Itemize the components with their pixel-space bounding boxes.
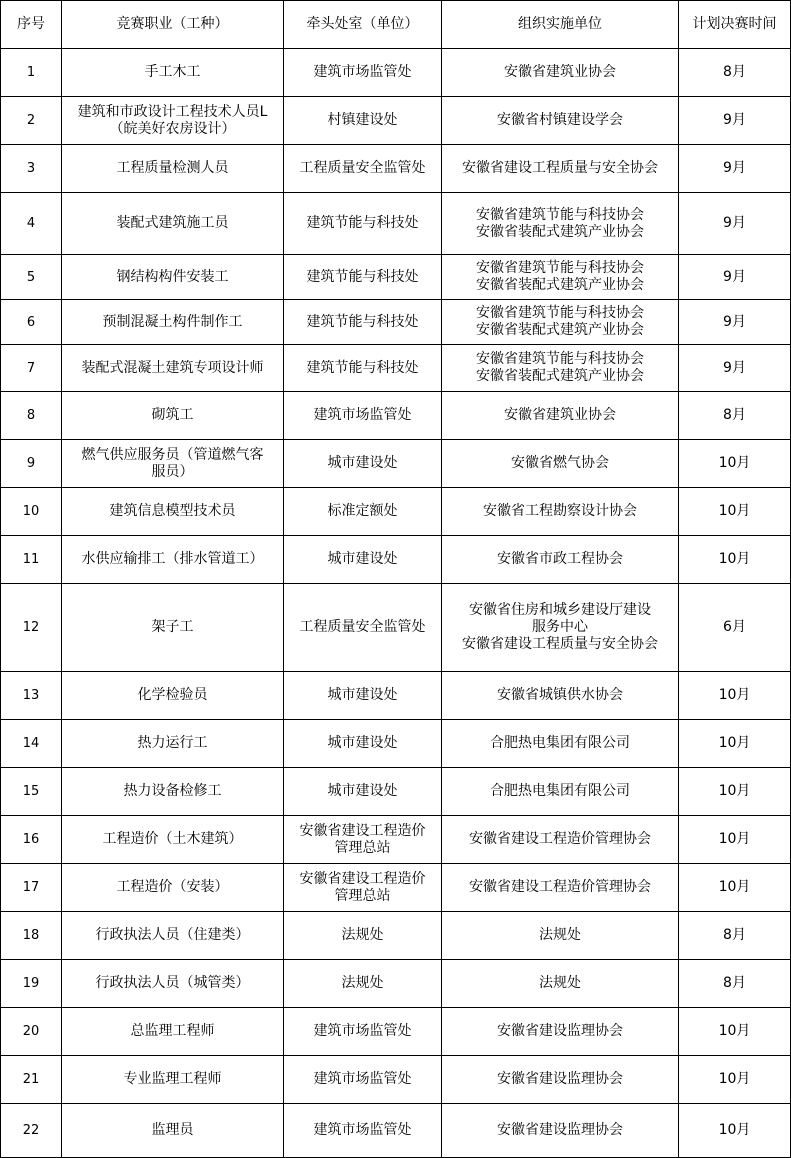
lead-office-cell: [284, 536, 442, 584]
lead-office-cell: [284, 584, 442, 672]
org-line: 合肥热电集团有限公司: [490, 783, 630, 799]
lead-line: 城市建设处: [327, 455, 398, 471]
lead-office-cell: [284, 672, 442, 720]
table-row: [1, 49, 791, 97]
lead-line: 工程质量安全监管处: [299, 619, 426, 635]
serial-cell: 2: [1, 97, 62, 145]
occupation-line: 建筑信息模型技术员: [109, 503, 236, 519]
serial-cell: 4: [1, 193, 62, 255]
table-row: [1, 1104, 791, 1158]
final-time-cell: 10月: [679, 536, 791, 584]
lead-line: 建筑节能与科技处: [306, 359, 419, 376]
final-time-cell: 10月: [679, 1056, 791, 1104]
occupation-cell: [62, 816, 284, 864]
lead-office-cell: [284, 864, 442, 912]
org-line: 安徽省建设工程造价管理协会: [469, 879, 651, 895]
lead-line: 建筑市场监管处: [313, 1071, 412, 1087]
lead-line: 工程质量安全监管处: [299, 160, 426, 176]
serial-cell: 6: [1, 300, 62, 345]
org-line: 安徽省建设工程造价管理协会: [469, 831, 651, 847]
table-row: [1, 440, 791, 488]
occupation-line: 钢结构构件安装工: [116, 268, 229, 285]
organizer-cell: [442, 1008, 679, 1056]
lead-line: 建筑节能与科技处: [306, 268, 419, 285]
org-line: 安徽省建筑业协会: [504, 64, 616, 80]
occupation-line: 热力运行工: [137, 735, 208, 751]
occupation-cell: [62, 536, 284, 584]
occupation-line: 总监理工程师: [130, 1023, 215, 1039]
organizer-cell: [442, 960, 679, 1008]
header-row: [1, 1, 791, 49]
occupation-cell: [62, 97, 284, 145]
lead-line: 建筑节能与科技处: [306, 215, 419, 231]
final-time-cell: 9月: [679, 255, 791, 300]
serial-cell: 21: [1, 1056, 62, 1104]
org-line: 安徽省燃气协会: [511, 455, 609, 471]
lead-office-cell: [284, 1056, 442, 1104]
final-time-cell: 8月: [679, 49, 791, 97]
org-line: 安徽省建筑节能与科技协会: [476, 260, 644, 276]
org-line: 安徽省建筑节能与科技协会: [476, 305, 644, 321]
organizer-cell: [442, 536, 679, 584]
occupation-cell: [62, 768, 284, 816]
occupation-cell: [62, 345, 284, 392]
table-row: [1, 488, 791, 536]
occupation-line: 预制混凝土构件制作工: [102, 313, 243, 330]
lead-office-cell: [284, 816, 442, 864]
occupation-cell: [62, 720, 284, 768]
serial-cell: 8: [1, 392, 62, 440]
occupation-line: 工程造价（土木建筑）: [102, 831, 243, 847]
table-row: [1, 145, 791, 193]
final-time-cell: 6月: [679, 584, 791, 672]
lead-office-cell: [284, 193, 442, 255]
occupation-line: 装配式建筑施工员: [116, 215, 229, 231]
org-line: 法规处: [539, 927, 581, 943]
occupation-line: 行政执法人员（城管类）: [95, 975, 250, 991]
org-line: 安徽省建设监理协会: [497, 1071, 623, 1087]
occupation-line: 燃气供应服务员（管道燃气客: [81, 446, 264, 463]
lead-office-cell: [284, 960, 442, 1008]
org-line: 安徽省城镇供水协会: [497, 687, 623, 703]
final-time-cell: 9月: [679, 145, 791, 193]
organizer-cell: [442, 488, 679, 536]
final-time-cell: 9月: [679, 97, 791, 145]
lead-line: 城市建设处: [327, 783, 398, 799]
header-organizer: 组织实施单位: [442, 1, 679, 49]
final-time-cell: 8月: [679, 392, 791, 440]
occupation-line: （皖美好农房设计）: [109, 120, 236, 137]
occupation-line: 行政执法人员（住建类）: [95, 927, 250, 943]
occupation-cell: [62, 912, 284, 960]
table-row: [1, 1056, 791, 1104]
lead-office-cell: [284, 1008, 442, 1056]
organizer-cell: [442, 1104, 679, 1158]
serial-cell: 11: [1, 536, 62, 584]
lead-line: 城市建设处: [327, 735, 398, 751]
occupation-cell: [62, 864, 284, 912]
occupation-cell: [62, 672, 284, 720]
final-time-cell: 10月: [679, 440, 791, 488]
serial-cell: 14: [1, 720, 62, 768]
serial-cell: 16: [1, 816, 62, 864]
lead-office-cell: [284, 145, 442, 193]
final-time-cell: 9月: [679, 300, 791, 345]
table-row: [1, 97, 791, 145]
org-line: 安徽省装配式建筑产业协会: [476, 322, 644, 338]
occupation-cell: [62, 960, 284, 1008]
lead-line: 城市建设处: [327, 687, 398, 703]
org-line: 合肥热电集团有限公司: [490, 735, 630, 751]
lead-line: 管理总站: [334, 839, 391, 856]
organizer-cell: [442, 768, 679, 816]
lead-line: 法规处: [341, 927, 384, 943]
occupation-cell: [62, 255, 284, 300]
organizer-cell: [442, 145, 679, 193]
org-line: 安徽省建设工程质量与安全协会: [462, 160, 658, 176]
final-time-cell: 8月: [679, 912, 791, 960]
occupation-cell: [62, 440, 284, 488]
table-row: [1, 864, 791, 912]
header-final-time: 计划决赛时间: [679, 1, 791, 49]
occupation-line: 装配式混凝土建筑专项设计师: [81, 359, 264, 376]
occupation-line: 手工木工: [144, 64, 201, 80]
lead-line: 建筑市场监管处: [313, 407, 412, 423]
org-line: 安徽省建筑节能与科技协会: [476, 206, 644, 223]
final-time-cell: 10月: [679, 864, 791, 912]
occupation-cell: [62, 145, 284, 193]
lead-line: 管理总站: [334, 887, 391, 904]
lead-line: 标准定额处: [327, 503, 398, 519]
lead-office-cell: [284, 912, 442, 960]
org-line: 安徽省装配式建筑产业协会: [476, 223, 644, 240]
final-time-cell: 10月: [679, 1104, 791, 1158]
table-row: [1, 300, 791, 345]
table-row: [1, 392, 791, 440]
organizer-cell: [442, 97, 679, 145]
table-row: [1, 1008, 791, 1056]
table-row: [1, 912, 791, 960]
occupation-cell: [62, 193, 284, 255]
occupation-cell: [62, 584, 284, 672]
occupation-cell: [62, 1056, 284, 1104]
org-line: 安徽省建筑节能与科技协会: [476, 351, 644, 367]
lead-line: 城市建设处: [327, 551, 398, 567]
organizer-cell: [442, 193, 679, 255]
occupation-line: 专业监理工程师: [123, 1071, 222, 1087]
occupation-line: 服员）: [151, 463, 194, 480]
occupation-line: 架子工: [151, 619, 194, 635]
lead-office-cell: [284, 300, 442, 345]
serial-cell: 10: [1, 488, 62, 536]
lead-office-cell: [284, 345, 442, 392]
organizer-cell: [442, 912, 679, 960]
lead-office-cell: [284, 720, 442, 768]
occupation-cell: [62, 392, 284, 440]
lead-office-cell: [284, 488, 442, 536]
serial-cell: 1: [1, 49, 62, 97]
serial-cell: 20: [1, 1008, 62, 1056]
organizer-cell: [442, 864, 679, 912]
organizer-cell: [442, 345, 679, 392]
serial-cell: 9: [1, 440, 62, 488]
lead-office-cell: [284, 49, 442, 97]
serial-cell: 17: [1, 864, 62, 912]
lead-office-cell: [284, 255, 442, 300]
serial-cell: 22: [1, 1104, 62, 1158]
organizer-cell: [442, 300, 679, 345]
org-line: 安徽省建设监理协会: [497, 1122, 623, 1138]
occupation-cell: [62, 1104, 284, 1158]
organizer-cell: [442, 392, 679, 440]
occupation-line: 热力设备检修工: [123, 783, 222, 799]
final-time-cell: 10月: [679, 768, 791, 816]
occupation-line: 化学检验员: [137, 687, 208, 703]
occupation-cell: [62, 49, 284, 97]
table-row: [1, 584, 791, 672]
header-occupation: 竞赛职业（工种）: [62, 1, 284, 49]
occupation-line: 工程质量检测人员: [116, 160, 229, 176]
organizer-cell: [442, 816, 679, 864]
organizer-cell: [442, 440, 679, 488]
occupation-cell: [62, 300, 284, 345]
table-row: [1, 345, 791, 392]
organizer-cell: [442, 584, 679, 672]
table-row: [1, 536, 791, 584]
table-row: [1, 816, 791, 864]
occupation-line: 建筑和市政设计工程技术人员L: [77, 103, 268, 120]
final-time-cell: 10月: [679, 488, 791, 536]
table-row: [1, 720, 791, 768]
occupation-line: 水供应输排工（排水管道工）: [81, 551, 264, 567]
final-time-cell: 10月: [679, 816, 791, 864]
final-time-cell: 10月: [679, 1008, 791, 1056]
serial-cell: 18: [1, 912, 62, 960]
serial-cell: 7: [1, 345, 62, 392]
org-line: 法规处: [539, 975, 581, 991]
org-line: 安徽省市政工程协会: [497, 551, 623, 567]
occupation-cell: [62, 1008, 284, 1056]
serial-cell: 5: [1, 255, 62, 300]
lead-office-cell: [284, 97, 442, 145]
organizer-cell: [442, 49, 679, 97]
occupation-line: 工程造价（安装）: [116, 879, 229, 895]
header-serial: 序号: [1, 1, 62, 49]
lead-line: 建筑市场监管处: [313, 64, 412, 80]
lead-line: 建筑市场监管处: [313, 1122, 412, 1138]
table-body: [1, 49, 791, 1158]
final-time-cell: 8月: [679, 960, 791, 1008]
lead-office-cell: [284, 392, 442, 440]
serial-cell: 19: [1, 960, 62, 1008]
final-time-cell: 9月: [679, 345, 791, 392]
lead-line: 法规处: [341, 975, 384, 991]
occupation-cell: [62, 488, 284, 536]
lead-office-cell: [284, 768, 442, 816]
org-line: 安徽省工程勘察设计协会: [483, 503, 637, 519]
occupation-line: 砌筑工: [151, 407, 194, 423]
organizer-cell: [442, 672, 679, 720]
org-line: 安徽省装配式建筑产业协会: [476, 368, 644, 384]
final-time-cell: 10月: [679, 672, 791, 720]
final-time-cell: 9月: [679, 193, 791, 255]
final-time-cell: 10月: [679, 720, 791, 768]
org-line: 安徽省装配式建筑产业协会: [476, 277, 644, 293]
organizer-cell: [442, 1056, 679, 1104]
org-line: 安徽省住房和城乡建设厅建设: [469, 602, 651, 618]
org-line: 安徽省建设监理协会: [497, 1023, 623, 1039]
serial-cell: 12: [1, 584, 62, 672]
lead-line: 建筑节能与科技处: [306, 313, 419, 330]
organizer-cell: [442, 720, 679, 768]
lead-line: 安徽省建设工程造价: [299, 870, 426, 887]
occupation-line: 监理员: [151, 1122, 194, 1138]
header-lead-office: 牵头处室（单位）: [284, 1, 442, 49]
table-row: [1, 960, 791, 1008]
org-line: 安徽省村镇建设学会: [497, 112, 623, 128]
table-row: [1, 193, 791, 255]
table-row: [1, 768, 791, 816]
lead-line: 村镇建设处: [327, 112, 398, 128]
serial-cell: 3: [1, 145, 62, 193]
organizer-cell: [442, 255, 679, 300]
org-line: 安徽省建设工程质量与安全协会: [462, 636, 658, 652]
serial-cell: 13: [1, 672, 62, 720]
table-row: [1, 255, 791, 300]
lead-line: 安徽省建设工程造价: [299, 822, 426, 839]
org-line: 服务中心: [532, 619, 588, 635]
lead-line: 建筑市场监管处: [313, 1023, 412, 1039]
lead-office-cell: [284, 1104, 442, 1158]
org-line: 安徽省建筑业协会: [504, 407, 616, 423]
table-row: [1, 672, 791, 720]
lead-office-cell: [284, 440, 442, 488]
serial-cell: 15: [1, 768, 62, 816]
